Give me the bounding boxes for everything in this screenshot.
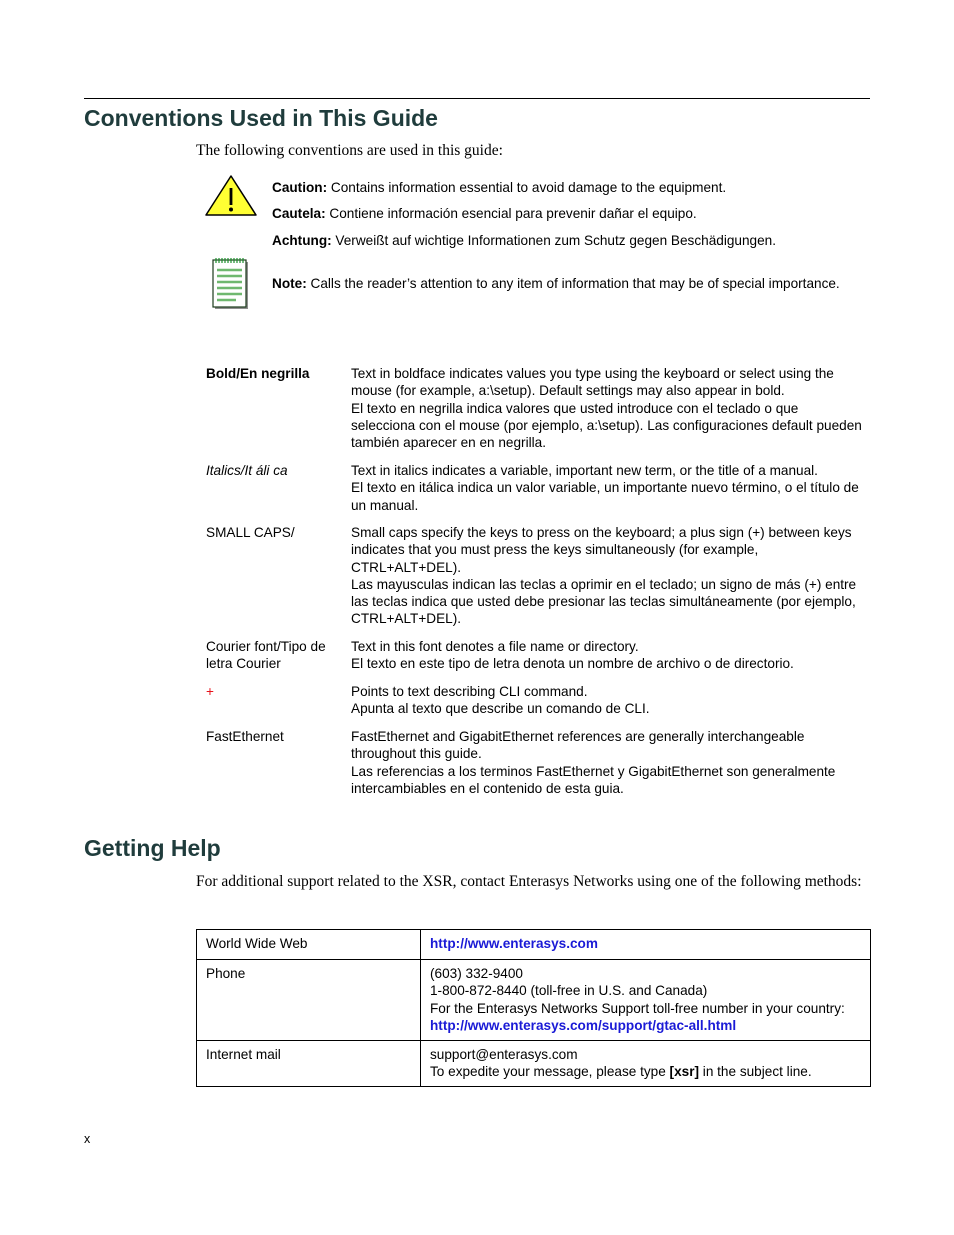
getting-help-intro: For additional support related to the XSR, contact Enterasys Networks using one of the following methods:	[196, 873, 862, 890]
www-cell	[421, 930, 871, 960]
term-small-caps: SMALL CAPS/	[206, 525, 295, 540]
mail-note-before: To expedite your message, please type	[430, 1064, 670, 1080]
caution-note	[272, 179, 872, 196]
desc-bold	[351, 365, 863, 451]
desc-courier	[351, 638, 863, 673]
mail-note-bold: [xsr]	[669, 1064, 700, 1080]
term-courier: Courier font/Tipo de letra Courier	[206, 639, 326, 672]
support-link[interactable]: http://www.enterasys.com/support/gtac-all.html	[430, 1017, 737, 1033]
desc-line: El texto en itálica indica un valor variable, un importante nuevo término, o el título de un manual.	[351, 480, 859, 513]
www-label: World Wide Web	[197, 930, 421, 960]
achtung-text: Verweißt auf wichtige Informationen zum Schutz gegen Beschädigungen.	[331, 233, 776, 248]
caution-icon	[204, 174, 258, 218]
phone-line: For the Enterasys Networks Support toll-free number in your country:	[430, 1000, 845, 1016]
conventions-heading: Conventions Used in This Guide	[84, 105, 438, 131]
desc-line: El texto en este tipo de letra denota un nombre de archivo o de directorio.	[351, 656, 794, 672]
desc-plus	[351, 683, 863, 718]
desc-line: Text in this font denotes a file name or directory.	[351, 639, 639, 654]
achtung-note	[272, 232, 872, 249]
page-number: x	[84, 1132, 91, 1146]
table-row	[197, 1041, 871, 1087]
desc-line: Las mayusculas indican las teclas a oprimir en el teclado; un signo de más (+) entre las teclas indica que usted debe presionar las teclas simultáneamente (por ejemplo, CTRL+ALT+DEL).	[351, 576, 857, 627]
desc-line: El texto en negrilla indica valores que usted introduce con el teclado o que selecciona con el mouse (por ejemplo, a:\setup). Las configuraciones default pueden también aparecer en en negrilla.	[351, 400, 862, 451]
mail-note-after: in the subject line.	[699, 1064, 812, 1080]
note-label: Note:	[272, 276, 307, 291]
getting-help-heading: Getting Help	[84, 835, 221, 861]
term-bold: Bold/En negrilla	[206, 366, 310, 381]
header-rule	[84, 98, 870, 99]
desc-line: Apunta al texto que describe un comando de CLI.	[351, 701, 650, 717]
cautela-label: Cautela:	[272, 206, 326, 221]
phone-line: (603) 332-9400	[430, 966, 523, 981]
desc-line: Text in boldface indicates values you type using the keyboard or select using the mouse (for example, a:\setup). Default settings may also appear in bold.	[351, 366, 834, 399]
desc-line: Points to text describing CLI command.	[351, 684, 588, 699]
desc-line: Las referencias a los terminos FastEthernet y GigabitEthernet son generalmente intercambiables en el contenido de esta guia.	[351, 763, 836, 796]
cautela-note	[272, 205, 872, 222]
mail-label: Internet mail	[197, 1041, 421, 1087]
table-row	[197, 960, 871, 1041]
achtung-label: Achtung:	[272, 233, 332, 248]
desc-line: Text in italics indicates a variable, important new term, or the title of a manual.	[351, 463, 818, 478]
www-link[interactable]: http://www.enterasys.com	[430, 936, 598, 951]
table-row	[197, 930, 871, 960]
support-table	[196, 929, 871, 1087]
desc-line: FastEthernet and GigabitEthernet references are generally interchangeable throughout this guide.	[351, 729, 805, 762]
desc-small-caps	[351, 524, 863, 628]
notepad-icon	[212, 257, 250, 311]
note-text: Calls the reader’s attention to any item of information that may be of special importance.	[306, 276, 840, 291]
term-plus: +	[206, 684, 214, 699]
desc-fastethernet	[351, 728, 863, 797]
phone-label: Phone	[197, 960, 421, 1041]
phone-cell	[421, 960, 871, 1041]
mail-note	[430, 1063, 862, 1080]
conventions-intro: The following conventions are used in this guide:	[196, 142, 503, 159]
desc-line: Small caps specify the keys to press on the keyboard; a plus sign (+) between keys indicates that you must press the keys simultaneously (for example, CTRL+ALT+DEL).	[351, 525, 852, 575]
caution-label: Caution:	[272, 180, 328, 195]
desc-italics	[351, 462, 863, 514]
term-fastethernet: FastEthernet	[206, 729, 284, 744]
note	[272, 275, 872, 292]
phone-line: 1-800-872-8440 (toll-free in U.S. and Canada)	[430, 983, 708, 999]
term-italics: Italics/It áli ca	[206, 463, 288, 478]
caution-text: Contains information essential to avoid damage to the equipment.	[327, 180, 727, 195]
mail-cell	[421, 1041, 871, 1087]
mail-address: support@enterasys.com	[430, 1047, 578, 1062]
cautela-text: Contiene información esencial para prevenir dañar el equipo.	[325, 206, 697, 221]
